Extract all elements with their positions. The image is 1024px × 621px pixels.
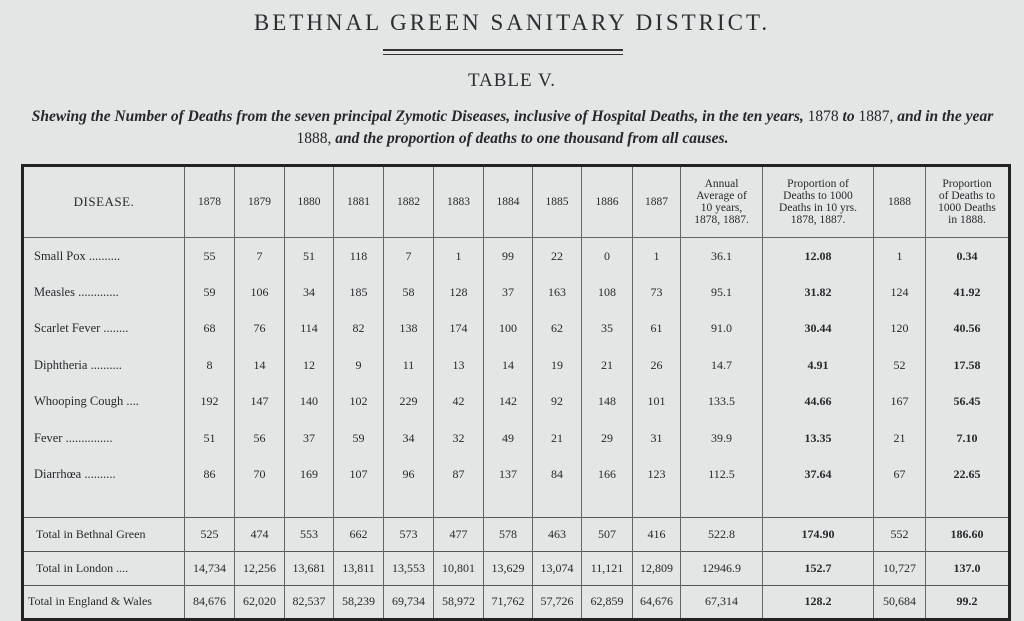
- year-value: 7: [384, 238, 434, 275]
- header-prop10-line4: 1878, 1887.: [790, 214, 846, 226]
- proportion-10yrs-value: 30.44: [763, 311, 874, 348]
- year-value: 13,629: [484, 551, 533, 585]
- year-value: 1: [434, 238, 484, 275]
- proportion-10yrs-value: 12.08: [763, 238, 874, 275]
- year-value: 29: [582, 420, 633, 457]
- header-1888: 1888: [874, 166, 926, 238]
- deaths-1888-value: 50,684: [874, 585, 926, 619]
- deaths-1888-value: 124: [874, 274, 926, 311]
- row-label: Total in London ....: [23, 551, 185, 585]
- deaths-1888-value: 1: [874, 238, 926, 275]
- header-proportion-1888: [926, 166, 1010, 238]
- total-row: [23, 585, 1010, 619]
- year-value: 229: [384, 384, 434, 421]
- disease-row: [23, 457, 1010, 494]
- year-value: 68: [185, 311, 235, 348]
- header-annual-line2: Average of: [696, 190, 747, 202]
- spacer-row: [23, 493, 1010, 517]
- row-label: Fever ...............: [34, 430, 113, 445]
- year-value: 463: [533, 517, 582, 551]
- year-value: 84,676: [185, 585, 235, 619]
- header-annual-line1: Annual: [704, 178, 739, 190]
- year-value: 163: [533, 274, 582, 311]
- spacer-cell: [533, 493, 582, 517]
- caption-part2: to: [842, 108, 855, 125]
- annual-average-value: 39.9: [681, 420, 763, 457]
- year-value: 507: [582, 517, 633, 551]
- year-value: 13: [434, 347, 484, 384]
- year-value: 147: [235, 384, 285, 421]
- year-value: 13,811: [334, 551, 384, 585]
- year-value: 12: [285, 347, 334, 384]
- year-value: 101: [633, 384, 681, 421]
- year-value: 51: [285, 238, 334, 275]
- deaths-1888-value: 120: [874, 311, 926, 348]
- spacer-cell: [484, 493, 533, 517]
- spacer-cell: [434, 493, 484, 517]
- year-value: 92: [533, 384, 582, 421]
- year-value: 140: [285, 384, 334, 421]
- year-value: 69,734: [384, 585, 434, 619]
- year-value: 71,762: [484, 585, 533, 619]
- year-value: 14: [235, 347, 285, 384]
- header-prop88-line3: 1000 Deaths: [938, 202, 996, 214]
- year-value: 525: [185, 517, 235, 551]
- caption-year-start: 1878: [807, 108, 839, 125]
- year-value: 58,239: [334, 585, 384, 619]
- header-1885: 1885: [533, 166, 582, 238]
- proportion-1888-value: 99.2: [926, 585, 1010, 619]
- caption-year-single: 1888,: [296, 130, 332, 147]
- year-value: 12,809: [633, 551, 681, 585]
- year-value: 174: [434, 311, 484, 348]
- caption-part1: Shewing the Number of Deaths from the seven principal Zymotic Diseases, inclusive of Hospital Deaths, in the ten years,: [31, 108, 804, 125]
- year-value: 14: [484, 347, 533, 384]
- year-value: 118: [334, 238, 384, 275]
- spacer-cell: [285, 493, 334, 517]
- spacer-cell: [582, 493, 633, 517]
- header-prop88-line4: in 1888.: [948, 214, 986, 226]
- row-label: Diarrhœa ..........: [34, 467, 116, 482]
- year-value: 73: [633, 274, 681, 311]
- year-value: 11: [384, 347, 434, 384]
- year-value: 21: [582, 347, 633, 384]
- year-value: 49: [484, 420, 533, 457]
- row-label: Scarlet Fever ........: [34, 321, 129, 336]
- year-value: 128: [434, 274, 484, 311]
- annual-average-value: 133.5: [681, 384, 763, 421]
- year-value: 477: [434, 517, 484, 551]
- year-value: 58,972: [434, 585, 484, 619]
- year-value: 192: [185, 384, 235, 421]
- year-value: 123: [633, 457, 681, 494]
- year-value: 56: [235, 420, 285, 457]
- deaths-1888-value: 52: [874, 347, 926, 384]
- zymotic-deaths-table: [21, 164, 1011, 621]
- total-row: [23, 517, 1010, 551]
- row-label: Whooping Cough ....: [34, 394, 139, 409]
- proportion-10yrs-value: 44.66: [763, 384, 874, 421]
- year-value: 185: [334, 274, 384, 311]
- year-value: 70: [235, 457, 285, 494]
- year-value: 76: [235, 311, 285, 348]
- year-value: 416: [633, 517, 681, 551]
- year-value: 57,726: [533, 585, 582, 619]
- year-value: 37: [484, 274, 533, 311]
- year-value: 8: [185, 347, 235, 384]
- total-row: [23, 551, 1010, 585]
- proportion-1888-value: 22.65: [926, 457, 1010, 494]
- year-value: 84: [533, 457, 582, 494]
- proportion-1888-value: 137.0: [926, 551, 1010, 585]
- year-value: 58: [384, 274, 434, 311]
- title-rule-thin: [383, 54, 623, 55]
- disease-row: [23, 347, 1010, 384]
- annual-average-value: 67,314: [681, 585, 763, 619]
- row-label: Total in Bethnal Green: [23, 517, 185, 551]
- deaths-1888-value: 21: [874, 420, 926, 457]
- year-value: 59: [185, 274, 235, 311]
- proportion-1888-value: 0.34: [926, 238, 1010, 275]
- year-value: 61: [633, 311, 681, 348]
- header-1883: 1883: [434, 166, 484, 238]
- header-prop88-line1: Proportion: [942, 178, 992, 190]
- year-value: 21: [533, 420, 582, 457]
- header-1881: 1881: [334, 166, 384, 238]
- header-1879: 1879: [235, 166, 285, 238]
- year-value: 35: [582, 311, 633, 348]
- spacer-cell: [235, 493, 285, 517]
- spacer-cell: [23, 493, 185, 517]
- year-value: 578: [484, 517, 533, 551]
- year-value: 553: [285, 517, 334, 551]
- annual-average-value: 12946.9: [681, 551, 763, 585]
- header-1884: 1884: [484, 166, 533, 238]
- year-value: 62,859: [582, 585, 633, 619]
- spacer-cell: [185, 493, 235, 517]
- year-value: 7: [235, 238, 285, 275]
- year-value: 64,676: [633, 585, 681, 619]
- table-number: TABLE V.: [467, 70, 557, 91]
- header-1886: 1886: [582, 166, 633, 238]
- annual-average-value: 36.1: [681, 238, 763, 275]
- year-value: 13,681: [285, 551, 334, 585]
- year-value: 474: [235, 517, 285, 551]
- year-value: 32: [434, 420, 484, 457]
- caption-part3: and in the year: [897, 108, 994, 125]
- year-value: 42: [434, 384, 484, 421]
- year-value: 82,537: [285, 585, 334, 619]
- header-1887: 1887: [633, 166, 681, 238]
- year-value: 9: [334, 347, 384, 384]
- year-value: 0: [582, 238, 633, 275]
- disease-row: [23, 274, 1010, 311]
- proportion-10yrs-value: 37.64: [763, 457, 874, 494]
- header-prop10-line3: Deaths in 10 yrs.: [779, 202, 857, 214]
- year-value: 1: [633, 238, 681, 275]
- deaths-1888-value: 10,727: [874, 551, 926, 585]
- header-prop10-line2: Deaths to 1000: [783, 190, 853, 202]
- proportion-10yrs-value: 174.90: [763, 517, 874, 551]
- row-label: Small Pox ..........: [34, 248, 121, 263]
- year-value: 62: [533, 311, 582, 348]
- year-value: 12,256: [235, 551, 285, 585]
- year-value: 13,074: [533, 551, 582, 585]
- disease-row: [23, 238, 1010, 275]
- year-value: 166: [582, 457, 633, 494]
- header-prop88-line2: of Deaths to: [938, 190, 996, 202]
- year-value: 11,121: [582, 551, 633, 585]
- year-value: 114: [285, 311, 334, 348]
- proportion-10yrs-value: 128.2: [763, 585, 874, 619]
- year-value: 96: [384, 457, 434, 494]
- year-value: 169: [285, 457, 334, 494]
- disease-row: [23, 384, 1010, 421]
- header-proportion-10yrs: [763, 166, 874, 238]
- year-value: 37: [285, 420, 334, 457]
- disease-row: [23, 420, 1010, 457]
- year-value: 99: [484, 238, 533, 275]
- spacer-cell: [874, 493, 926, 517]
- year-value: 86: [185, 457, 235, 494]
- proportion-10yrs-value: 31.82: [763, 274, 874, 311]
- year-value: 100: [484, 311, 533, 348]
- year-value: 51: [185, 420, 235, 457]
- year-value: 137: [484, 457, 533, 494]
- year-value: 573: [384, 517, 434, 551]
- spacer-cell: [681, 493, 763, 517]
- annual-average-value: 112.5: [681, 457, 763, 494]
- proportion-1888-value: 41.92: [926, 274, 1010, 311]
- caption-year-end: 1887,: [858, 108, 894, 125]
- annual-average-value: 522.8: [681, 517, 763, 551]
- year-value: 26: [633, 347, 681, 384]
- year-value: 138: [384, 311, 434, 348]
- disease-row: [23, 311, 1010, 348]
- proportion-10yrs-value: 152.7: [763, 551, 874, 585]
- header-disease: DISEASE.: [23, 166, 185, 238]
- spacer-cell: [384, 493, 434, 517]
- year-value: 13,553: [384, 551, 434, 585]
- year-value: 55: [185, 238, 235, 275]
- proportion-10yrs-value: 4.91: [763, 347, 874, 384]
- header-1880: 1880: [285, 166, 334, 238]
- row-label: Diphtheria ..........: [34, 357, 122, 372]
- year-value: 107: [334, 457, 384, 494]
- proportion-1888-value: 7.10: [926, 420, 1010, 457]
- year-value: 14,734: [185, 551, 235, 585]
- year-value: 59: [334, 420, 384, 457]
- year-value: 34: [285, 274, 334, 311]
- header-annual-line3: 10 years,: [700, 202, 743, 214]
- deaths-1888-value: 167: [874, 384, 926, 421]
- proportion-1888-value: 56.45: [926, 384, 1010, 421]
- deaths-1888-value: 67: [874, 457, 926, 494]
- spacer-cell: [334, 493, 384, 517]
- header-row: [23, 166, 1010, 238]
- proportion-10yrs-value: 13.35: [763, 420, 874, 457]
- header-annual-average: [681, 166, 763, 238]
- header-1878: 1878: [185, 166, 235, 238]
- proportion-1888-value: 40.56: [926, 311, 1010, 348]
- header-prop10-line1: Proportion of: [787, 178, 849, 190]
- deaths-1888-value: 552: [874, 517, 926, 551]
- year-value: 108: [582, 274, 633, 311]
- spacer-cell: [763, 493, 874, 517]
- year-value: 662: [334, 517, 384, 551]
- year-value: 34: [384, 420, 434, 457]
- year-value: 142: [484, 384, 533, 421]
- page-title: BETHNAL GREEN SANITARY DISTRICT.: [253, 10, 771, 35]
- year-value: 31: [633, 420, 681, 457]
- proportion-1888-value: 17.58: [926, 347, 1010, 384]
- annual-average-value: 95.1: [681, 274, 763, 311]
- year-value: 19: [533, 347, 582, 384]
- year-value: 82: [334, 311, 384, 348]
- header-annual-line4: 1878, 1887.: [694, 214, 749, 226]
- spacer-cell: [633, 493, 681, 517]
- year-value: 148: [582, 384, 633, 421]
- header-1882: 1882: [384, 166, 434, 238]
- title-rule-thick: [383, 49, 623, 51]
- annual-average-value: 14.7: [681, 347, 763, 384]
- caption-part4: and the proportion of deaths to one thousand from all causes.: [335, 130, 729, 147]
- year-value: 106: [235, 274, 285, 311]
- year-value: 87: [434, 457, 484, 494]
- row-label: Measles .............: [34, 284, 119, 299]
- year-value: 22: [533, 238, 582, 275]
- proportion-1888-value: 186.60: [926, 517, 1010, 551]
- year-value: 102: [334, 384, 384, 421]
- year-value: 10,801: [434, 551, 484, 585]
- year-value: 62,020: [235, 585, 285, 619]
- spacer-cell: [926, 493, 1010, 517]
- table-caption: [20, 106, 1005, 150]
- annual-average-value: 91.0: [681, 311, 763, 348]
- row-label: Total in England & Wales: [23, 585, 185, 619]
